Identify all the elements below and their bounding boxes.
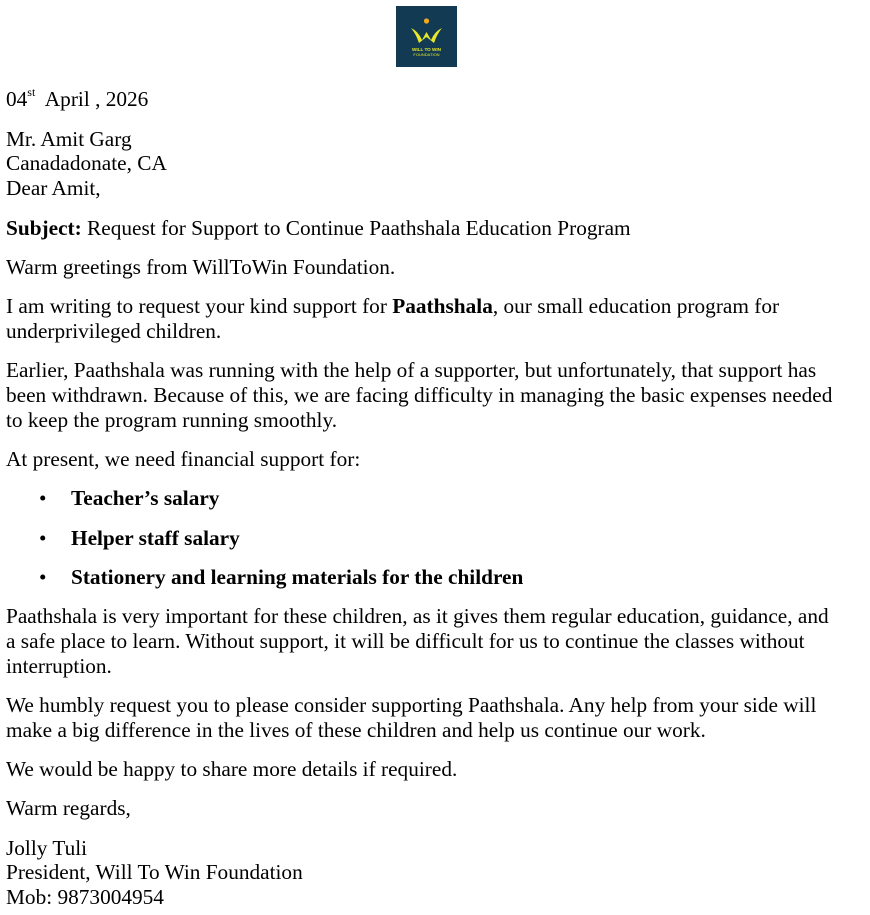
date-suffix: st — [27, 84, 36, 99]
importance-paragraph-line3: interruption. — [6, 654, 112, 678]
request-text-after: , our small education program for — [492, 294, 780, 318]
subject-line — [6, 216, 631, 241]
letter-date — [6, 84, 149, 112]
program-name: Paathshala — [392, 294, 493, 318]
importance-paragraph-line2: a safe place to learn. Without support, it will be difficult for us to continue the classes without — [6, 629, 805, 653]
recipient-name: Mr. Amit Garg — [6, 127, 132, 151]
date-rest: April , 2026 — [44, 87, 149, 111]
list-item-text: Teacher’s salary — [71, 486, 220, 510]
logo-line1: WILL TO WIN — [412, 47, 441, 52]
closing: Warm regards, — [6, 796, 131, 820]
share-paragraph: We would be happy to share more details if required. — [6, 757, 458, 781]
humble-paragraph-line2: make a big difference in the lives of these children and help us continue our work. — [6, 718, 706, 742]
logo-line2: FOUNDATION — [413, 52, 440, 57]
earlier-paragraph-line3: to keep the program running smoothly. — [6, 408, 338, 432]
request-text: I am writing to request your kind support for — [6, 294, 393, 318]
signatory-phone: Mob: 9873004954 — [6, 885, 164, 909]
logo-icon — [396, 6, 457, 67]
bullet-icon: • — [39, 486, 47, 510]
list-item-text: Helper staff salary — [71, 526, 240, 550]
date-day: 04 — [6, 87, 28, 111]
signatory-title: President, Will To Win Foundation — [6, 860, 303, 884]
earlier-paragraph-line2: been withdrawn. Because of this, we are facing difficulty in managing the basic expenses needed — [6, 383, 833, 407]
salutation: Dear Amit, — [6, 176, 101, 200]
bullet-icon: • — [39, 565, 47, 589]
foundation-logo — [396, 6, 457, 67]
humble-paragraph-line1: We humbly request you to please consider supporting Paathshala. Any help from your side will — [6, 693, 817, 717]
subject-label: Subject: — [6, 216, 82, 240]
importance-paragraph-line1: Paathshala is very important for these children, as it gives them regular education, guidance, and — [6, 604, 829, 628]
subject-text: Request for Support to Continue Paathshala Education Program — [81, 216, 631, 240]
recipient-org: Canadadonate, CA — [6, 151, 167, 175]
greeting-paragraph: Warm greetings from WillToWin Foundation. — [6, 255, 396, 279]
list-item-text: Stationery and learning materials for the children — [71, 565, 524, 589]
earlier-paragraph-line1: Earlier, Paathshala was running with the help of a supporter, but unfortunately, that support has — [6, 358, 817, 382]
signatory-name: Jolly Tuli — [6, 836, 88, 860]
request-paragraph-line2: underprivileged children. — [6, 319, 222, 343]
request-paragraph-line1 — [6, 294, 779, 319]
bullet-icon: • — [39, 526, 47, 550]
need-intro: At present, we need financial support for: — [6, 447, 361, 471]
